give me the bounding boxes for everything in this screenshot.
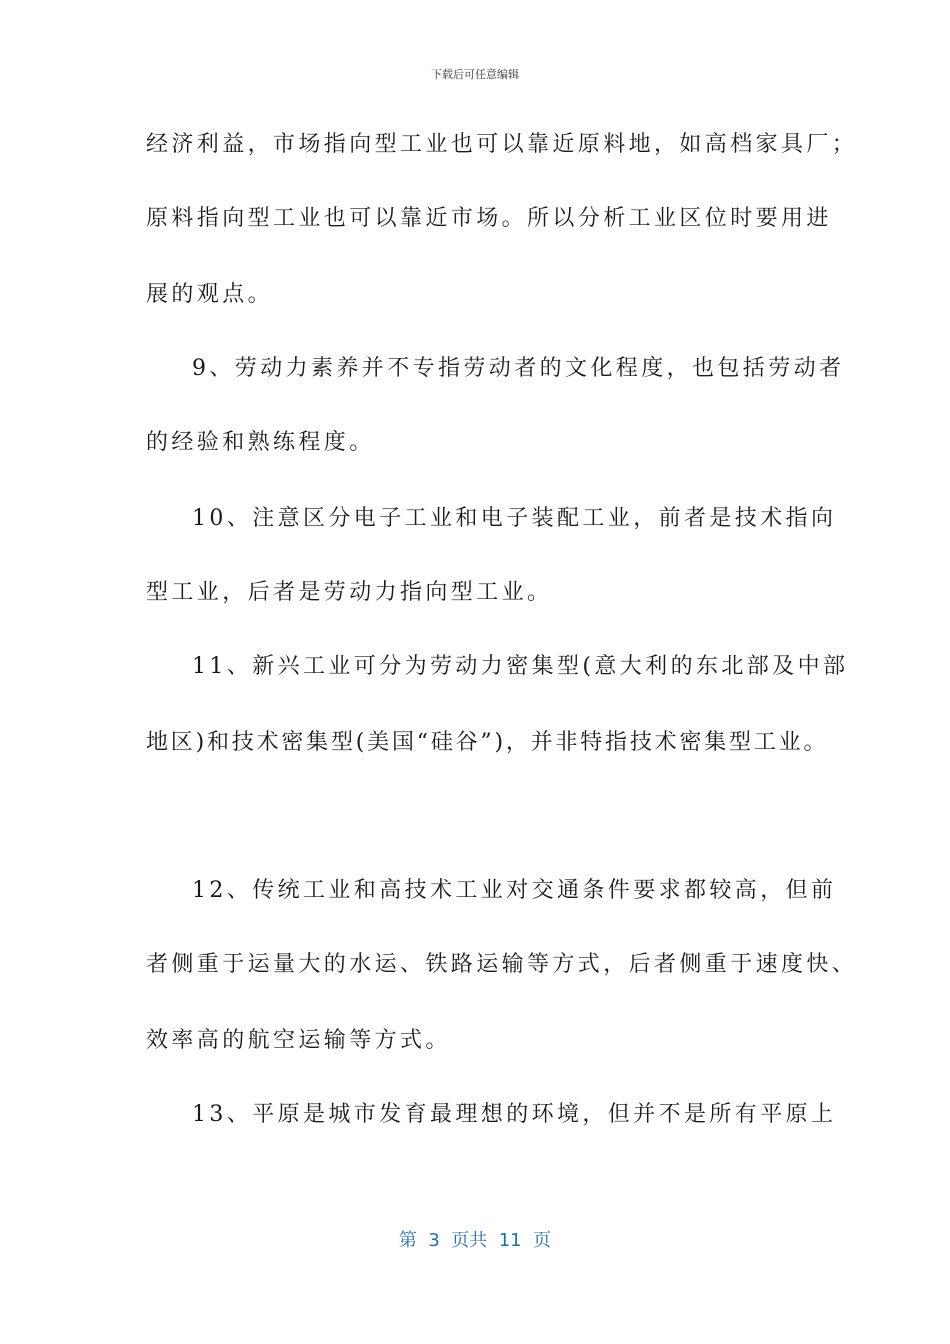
text-line: 原料指向型工业也可以靠近市场。所以分析工业区位时要用进: [146, 206, 832, 231]
text-line: 地区)和技术密集型(美国“硅谷”)，并非特指技术密集型工业。: [146, 730, 829, 755]
text-line: 型工业，后者是劳动力指向型工业。: [146, 580, 553, 605]
text-line: 效率高的航空运输等方式。: [146, 1028, 451, 1053]
page-number-footer: 第 3 页共 11 页: [398, 1230, 552, 1251]
page-header-note: 下载后可任意编辑: [431, 68, 519, 81]
text-line: 12、传统工业和高技术工业对交通条件要求都较高，但前: [192, 878, 837, 903]
text-line: 者侧重于运量大的水运、铁路运输等方式，后者侧重于速度快、: [146, 952, 858, 977]
text-line: 13、平原是城市发育最理想的环境，但并不是所有平原上: [192, 1102, 837, 1127]
text-line: 展的观点。: [146, 282, 274, 307]
text-line: 的经验和熟练程度。: [146, 430, 375, 455]
text-line: 9、劳动力素养并不专指劳动者的文化程度，也包括劳动者: [192, 356, 845, 381]
text-line: 10、注意区分电子工业和电子装配工业，前者是技术指向: [192, 506, 837, 531]
text-line: 经济利益，市场指向型工业也可以靠近原料地，如高档家具厂；: [146, 132, 858, 157]
text-line: 11、新兴工业可分为劳动力密集型(意大利的东北部及中部: [192, 654, 849, 679]
